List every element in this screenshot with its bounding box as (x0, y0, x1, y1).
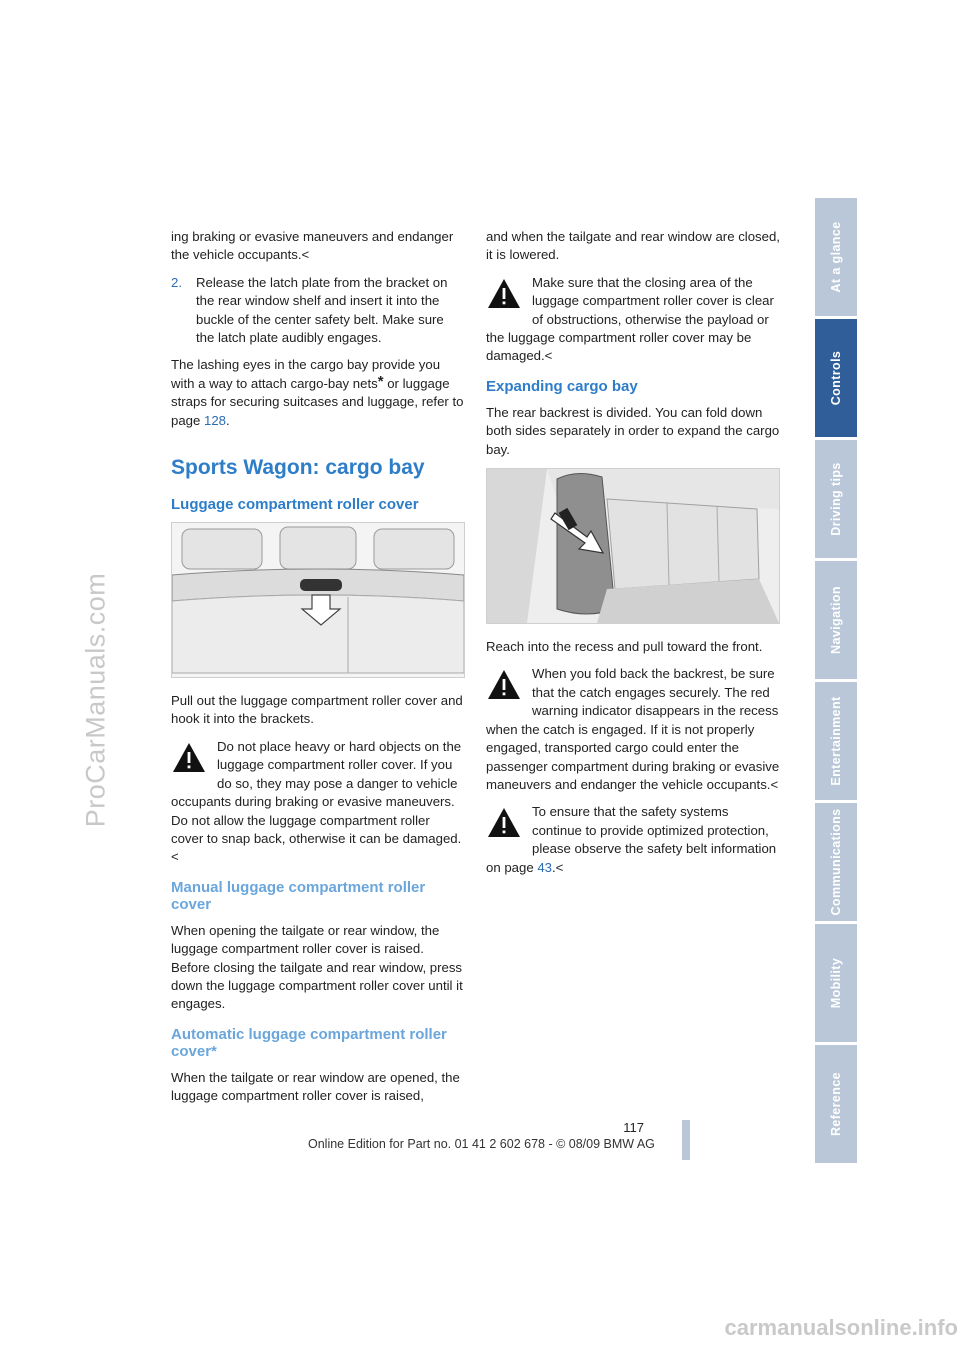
subsection-title: Automatic luggage compartment roller cover* (171, 1025, 447, 1060)
warning-text: To ensure that the safety systems continue to provide optimized protection, please observe the safety belt information on page (486, 804, 777, 875)
section-title: Sports Wagon: cargo bay (171, 456, 425, 480)
tab-label: Driving tips (829, 462, 843, 536)
tab-controls[interactable] (815, 319, 857, 437)
optional-star: * (377, 372, 384, 390)
tab-at-a-glance[interactable] (815, 198, 857, 316)
chapter-tabs (815, 198, 857, 1166)
paragraph: When the tailgate or rear window are opened, the luggage compartment roller cover is raised, (171, 1069, 460, 1104)
edition-line: Online Edition for Part no. 01 41 2 602 678 - © 08/09 BMW AG (308, 1137, 655, 1151)
side-watermark-text: ProCarManuals.com (80, 572, 111, 828)
tab-communications[interactable] (815, 803, 857, 921)
tab-label: Entertainment (829, 696, 843, 786)
tab-label: Reference (829, 1071, 843, 1137)
paragraph: Reach into the recess and pull toward the front. (486, 639, 763, 655)
tab-mobility[interactable] (815, 924, 857, 1042)
tab-driving-tips[interactable] (815, 440, 857, 558)
page-link-43[interactable]: 43 (537, 859, 553, 875)
subsection-title: Luggage compartment roller cover (171, 496, 419, 514)
warning-text-end: .< (552, 859, 564, 875)
tab-label: Navigation (829, 586, 843, 654)
tab-reference[interactable] (815, 1045, 857, 1163)
tab-label: Controls (829, 350, 843, 406)
tab-entertainment[interactable] (815, 682, 857, 800)
warning-note (486, 274, 780, 366)
backrest-figure (486, 468, 780, 624)
subsection-title: Manual luggage compartment roller cover (171, 878, 426, 913)
backrest-illustration (487, 469, 779, 623)
warning-note (486, 665, 780, 794)
warning-text: Do not place heavy or hard objects on the luggage compartment roller cover. If you do so, they may pose a danger to vehicle occupants during braking or evasive maneuvers. Do not allow the luggage compartment roller cover to snap back, otherwise it can be damaged.< (171, 738, 462, 865)
paragraph: When opening the tailgate or rear window, the luggage compartment roller cover is raised. Before closing the tailgate and rear window, press down the luggage compartment roller cover until it engages. (171, 922, 463, 1012)
warning-note (171, 738, 465, 867)
paragraph: ing braking or evasive maneuvers and endanger the vehicle occupants.< (171, 229, 454, 263)
warning-text: When you fold back the backrest, be sure that the catch engages securely. The red warning indicator disappears in the recess when the catch is engaged. If it is not properly engaged, transported cargo could enter the passenger compartment during braking or evasive maneuvers and endanger the vehicle occupants.< (486, 666, 780, 792)
roller-cover-figure (171, 522, 465, 678)
subsection-title: Expanding cargo bay (486, 377, 638, 395)
warning-triangle-icon (486, 667, 522, 703)
step-number: 2. (171, 274, 182, 290)
paragraph: The rear backrest is divided. You can fold down both sides separately in order to expand the cargo bay. (486, 404, 780, 457)
text-run: The lashing eyes in the cargo bay provide you with a way to attach cargo-bay nets (171, 357, 441, 391)
bottom-watermark: carmanualsonline.info (724, 1315, 958, 1340)
step-text: Release the latch plate from the bracket on the rear window shelf and insert it into the buckle of the center safety belt. Make sure the latch plate audibly engages. (196, 274, 448, 346)
paragraph: and when the tailgate and rear window are closed, it is lowered. (486, 229, 780, 263)
numbered-step (171, 274, 465, 348)
tab-label: Communications (829, 808, 843, 916)
right-column (486, 228, 780, 886)
page-link-128[interactable]: 128 (204, 412, 227, 428)
warning-triangle-icon (486, 805, 522, 841)
footer-bar (682, 1120, 690, 1160)
warning-triangle-icon (171, 740, 207, 776)
text-run: . (226, 412, 230, 428)
tab-label: Mobility (829, 957, 843, 1009)
tab-navigation[interactable] (815, 561, 857, 679)
warning-note (486, 803, 780, 877)
page-number: 117 (623, 1120, 644, 1135)
paragraph-lashing-eyes (171, 356, 465, 430)
paragraph: Pull out the luggage compartment roller cover and hook it into the brackets. (171, 693, 463, 727)
warning-triangle-icon (486, 276, 522, 312)
warning-text: Make sure that the closing area of the luggage compartment roller cover is clear of obstructions, otherwise the payload or the luggage compartment roller cover may be damaged.< (486, 274, 774, 364)
roller-cover-illustration (172, 523, 464, 677)
left-column (171, 228, 465, 1115)
tab-label: At a glance (829, 221, 843, 293)
text-run: or luggage straps for securing suitcases and luggage, refer to page (171, 375, 464, 428)
